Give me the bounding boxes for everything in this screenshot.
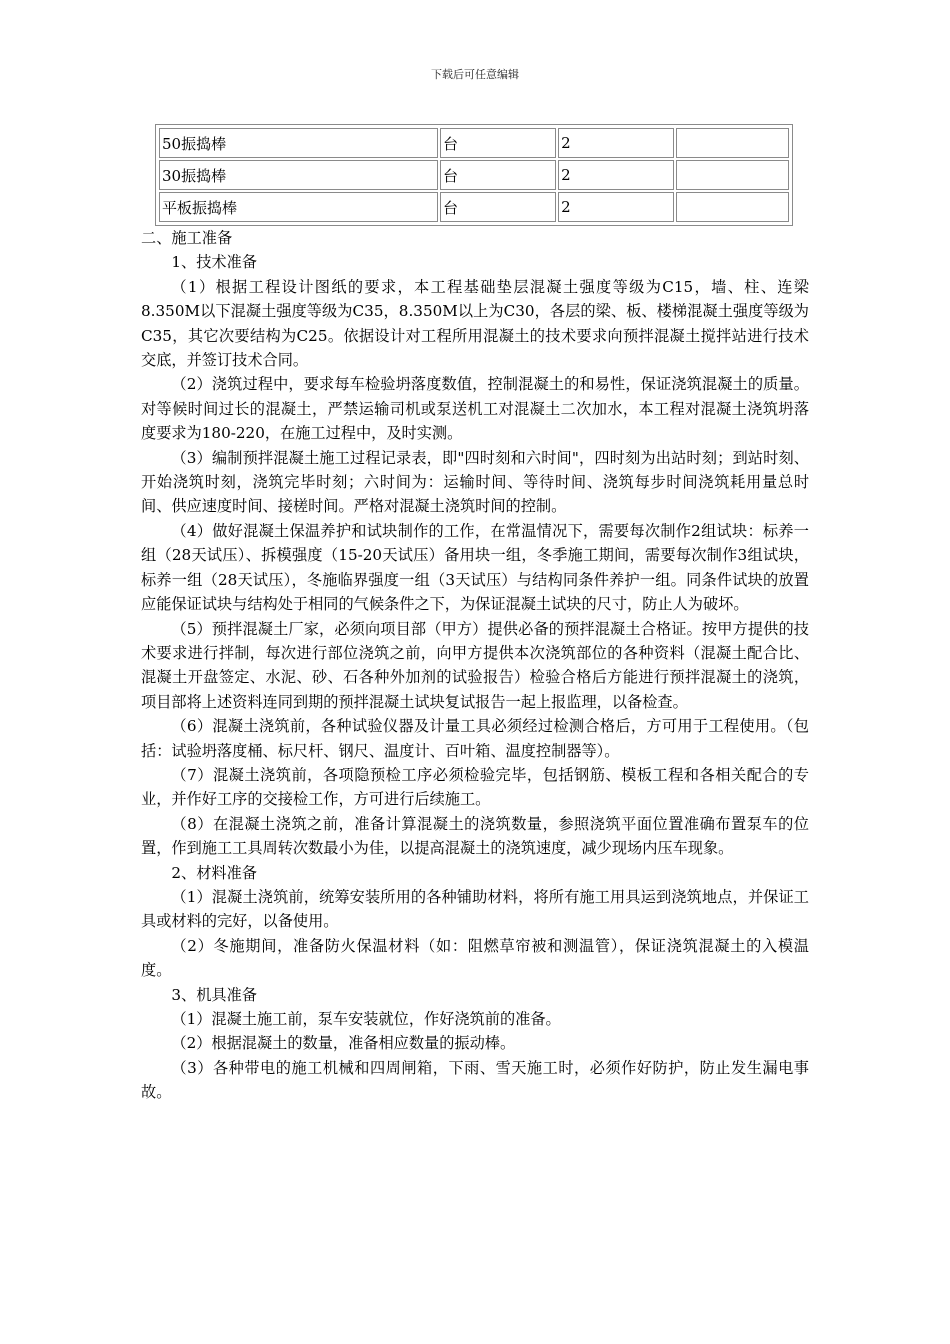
machine-paragraph-3: （3）各种带电的施工机械和四周闸箱，下雨、雪天施工时，必须作好防护，防止发生漏电事故。: [141, 1058, 809, 1102]
equipment-unit: 台: [440, 160, 556, 190]
machine-paragraph-1: （1）混凝土施工前，泵车安装就位，作好浇筑前的准备。: [171, 1010, 561, 1028]
tech-paragraph-6: （6）混凝土浇筑前，各种试验仪器及计量工具必须经过检测合格后，方可用于工程使用。（包括：试验坍落度桶、标尺杆、钢尺、温度计、百叶箱、温度控制器等）。: [141, 717, 809, 760]
equipment-qty: 2: [558, 160, 674, 190]
equipment-note: [676, 192, 789, 222]
subsection-heading-material: 2、材料准备: [171, 863, 257, 882]
subsection-heading-tech: 1、技术准备: [171, 253, 257, 272]
equipment-table: [155, 124, 793, 226]
table-row: [159, 192, 789, 222]
tech-paragraph-5: （5）预拌混凝土厂家，必须向项目部（甲方）提供必备的预拌混凝土合格证。按甲方提供的技术要求进行拌制，每次进行部位浇筑之前，向甲方提供本次浇筑部位的各种资料（混凝土配合比、混凝土开盘签定、水泥、砂、石各种外加剂的试验报告）检验合格后方能进行预拌混凝土的浇筑，项目部将上述资料连同到期的预拌混凝土试块复试报告一起上报监理，以备检查。: [141, 619, 809, 711]
document-body: [141, 226, 809, 1105]
equipment-qty: 2: [558, 128, 674, 158]
equipment-name: 50振捣棒: [159, 128, 438, 158]
subsection-heading-machine: 3、机具准备: [171, 985, 257, 1004]
equipment-note: [676, 128, 789, 158]
material-paragraph-1: （1）混凝土浇筑前，统筹安装所用的各种铺助材料，将所有施工用具运到浇筑地点，并保证工具或材料的完好，以备使用。: [141, 887, 809, 931]
equipment-qty: 2: [558, 192, 674, 222]
table-row: [159, 128, 789, 158]
section-heading: 二、施工准备: [141, 229, 233, 247]
tech-paragraph-8: （8）在混凝土浇筑之前，准备计算混凝土的浇筑数量，参照浇筑平面位置准确布置泵车的位置，作到施工工具周转次数最小为佳，以提高混凝土的浇筑速度，减少现场内压车现象。: [141, 814, 809, 858]
equipment-unit: 台: [440, 128, 556, 158]
equipment-name: 30振捣棒: [159, 160, 438, 190]
tech-paragraph-2: （2）浇筑过程中，要求每车检验坍落度数值，控制混凝土的和易性，保证浇筑混凝土的质量。对等候时间过长的混凝土，严禁运输司机或泵送机工对混凝土二次加水，本工程对混凝土浇筑坍落度要求为180-220，在施工过程中，及时实测。: [141, 375, 809, 443]
tech-paragraph-1: （1）根据工程设计图纸的要求，本工程基础垫层混凝土强度等级为C15，墙、柱、连梁8.350M以下混凝土强度等级为C35，8.350M以上为C30，各层的梁、板、楼梯混凝土强度等级为C35，其它次要结构为C25。依据设计对工程所用混凝土的技术要求向预拌混凝土搅拌站进行技术交底，并签订技术合同。: [141, 277, 809, 370]
page-header: 下载后可任意编辑: [431, 68, 519, 81]
equipment-unit: 台: [440, 192, 556, 222]
material-paragraph-2: （2）冬施期间，准备防火保温材料（如：阻燃草帘被和测温管），保证浇筑混凝土的入模温度。: [141, 936, 809, 980]
machine-paragraph-2: （2）根据混凝土的数量，准备相应数量的振动棒。: [171, 1034, 516, 1053]
tech-paragraph-3: （3）编制预拌混凝土施工过程记录表，即"四时刻和六时间"，四时刻为出站时刻；到站时刻、开始浇筑时刻，浇筑完毕时刻；六时间为：运输时间、等待时间、浇筑每步时间浇筑耗用量总时间、供应速度时间、接槎时间。严格对混凝土浇筑时间的控制。: [141, 448, 809, 516]
table-row: [159, 160, 789, 190]
tech-paragraph-7: （7）混凝土浇筑前，各项隐预检工序必须检验完毕，包括钢筋、模板工程和各相关配合的专业，并作好工序的交接检工作，方可进行后续施工。: [141, 765, 809, 809]
equipment-name: 平板振捣棒: [159, 192, 438, 222]
equipment-note: [676, 160, 789, 190]
tech-paragraph-4: （4）做好混凝土保温养护和试块制作的工作，在常温情况下，需要每次制作2组试块：标养一组（28天试压）、拆模强度（15-20天试压）备用块一组，冬季施工期间，需要每次制作3组试块，标养一组（28天试压），冬施临界强度一组（3天试压）与结构同条件养护一组。同条件试块的放置应能保证试块与结构处于相同的气候条件之下，为保证混凝土试块的尺寸，防止人为破坏。: [141, 521, 809, 614]
